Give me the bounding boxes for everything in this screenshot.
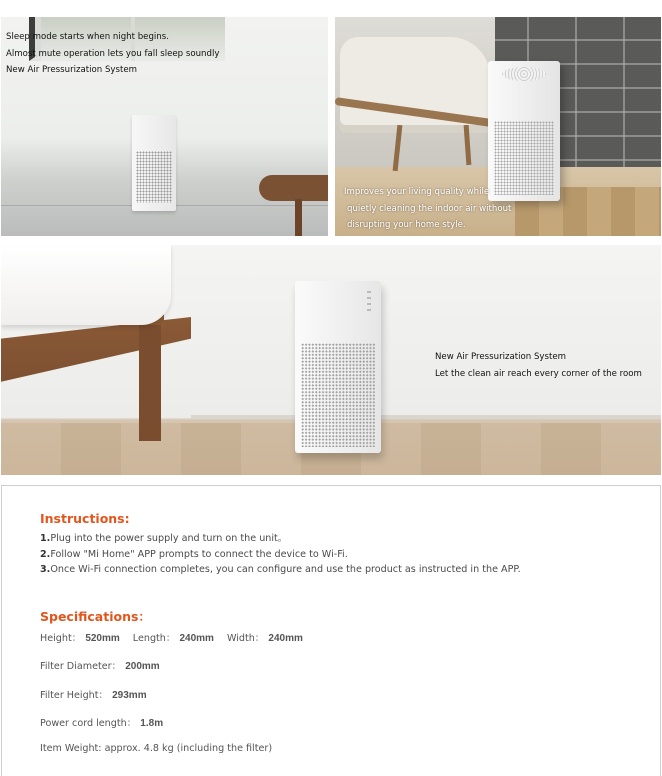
filter-height-value: 293mm xyxy=(112,690,147,701)
side-table-decor xyxy=(259,175,328,201)
caption-line: quietly cleaning the indoor air without xyxy=(347,203,512,214)
instruction-item xyxy=(40,562,521,578)
instructions-list xyxy=(40,531,521,578)
air-purifier-illustration xyxy=(132,115,176,211)
caption-line: New Air Pressurization System xyxy=(6,65,138,75)
caption-line: disrupting your home style. xyxy=(347,220,466,230)
air-purifier-illustration xyxy=(295,281,381,453)
specifications-heading: Specifications： xyxy=(40,609,151,624)
step-number: 3. xyxy=(40,564,51,575)
length-value: 240mm xyxy=(179,633,214,644)
width-label: Width： xyxy=(226,633,265,644)
step-number: 1. xyxy=(40,533,51,544)
caption-line: Improves your living quality while xyxy=(344,187,490,197)
width-value: 240mm xyxy=(268,633,303,644)
height-value: 520mm xyxy=(85,633,120,644)
caption-line: Almost mute operation lets you fall sleep soundly xyxy=(6,48,220,59)
air-purifier-illustration xyxy=(488,61,560,201)
filter-diameter-value: 200mm xyxy=(125,661,160,672)
power-cord-label: Power cord length： xyxy=(40,718,137,729)
spec-filter-height xyxy=(40,687,147,701)
filter-diameter-label: Filter Diameter： xyxy=(40,661,122,672)
step-text: Once Wi-Fi connection completes, you can configure and use the product as instructed in the APP. xyxy=(50,564,521,575)
bed-frame-decor xyxy=(1,317,191,425)
caption-line: Let the clean air reach every corner of the room xyxy=(435,368,642,379)
instruction-item xyxy=(40,547,521,563)
filter-height-label: Filter Height： xyxy=(40,690,109,701)
spec-item-weight: Item Weight: approx. 4.8 kg (including the filter) xyxy=(40,743,273,754)
length-label: Length： xyxy=(132,633,176,644)
baseboard-decor xyxy=(191,415,661,419)
spec-dimensions xyxy=(40,630,303,644)
table-leg-decor xyxy=(295,199,302,236)
sleep-mode-caption xyxy=(6,29,219,79)
instruction-item xyxy=(40,531,521,547)
spec-filter-diameter xyxy=(40,658,160,672)
step-text: Follow "Mi Home" APP prompts to connect the device to Wi-Fi. xyxy=(50,548,348,560)
step-number: 2. xyxy=(40,548,51,560)
bed-leg-decor xyxy=(139,325,161,441)
pressurization-caption xyxy=(435,349,642,382)
step-text: Plug into the power supply and turn on the unit。 xyxy=(50,533,288,544)
bed-mattress-decor xyxy=(1,245,171,325)
power-cord-value: 1.8m xyxy=(140,718,164,729)
info-box xyxy=(1,485,661,776)
living-quality-caption xyxy=(344,184,511,234)
height-label: Height： xyxy=(40,633,82,644)
caption-line: New Air Pressurization System xyxy=(435,352,567,362)
caption-line: Sleep mode starts when night begins. xyxy=(6,32,169,42)
spec-power-cord xyxy=(40,715,163,729)
instructions-heading: Instructions: xyxy=(40,511,130,526)
